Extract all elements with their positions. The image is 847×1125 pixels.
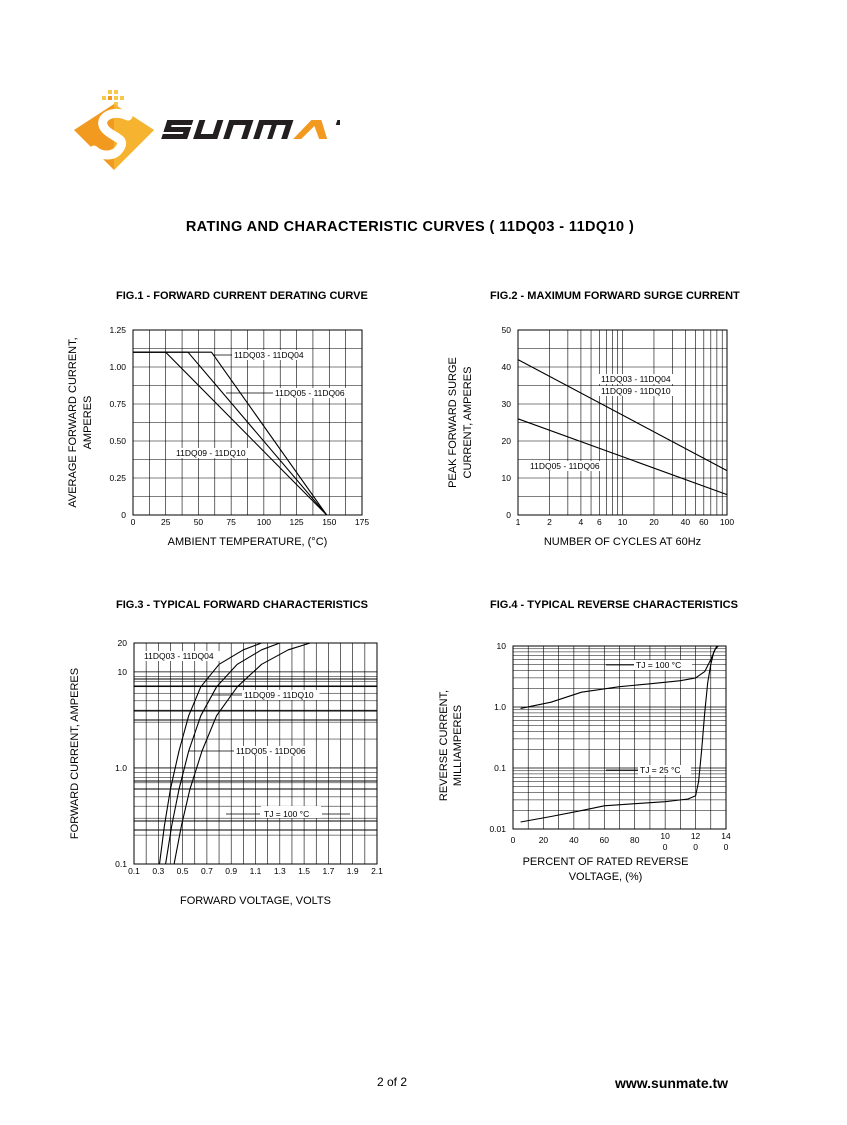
fig1-title: FIG.1 - FORWARD CURRENT DERATING CURVE <box>116 290 368 302</box>
fig3-series-label-3: 11DQ05 - 11DQ06 <box>236 746 306 756</box>
fig2-ytick-label: 20 <box>501 436 511 446</box>
fig1-xtick-label: 100 <box>256 517 271 527</box>
fig2-xtick-label: 40 <box>680 517 691 527</box>
fig4-ytick-label: 1.0 <box>494 702 506 712</box>
fig3-xlabel: FORWARD VOLTAGE, VOLTS <box>180 895 331 907</box>
fig4-ticks <box>489 641 731 852</box>
fig2-xtick-label: 20 <box>649 517 659 527</box>
fig3-ytick-label: 20 <box>117 638 127 648</box>
website-url: www.sunmate.tw <box>615 1075 729 1091</box>
fig1-ytick-label: 0.25 <box>109 473 126 483</box>
fig1-series-line-3 <box>133 352 327 515</box>
fig1-ylabel: AMPERES <box>82 395 94 450</box>
fig3-ytick-label: 1.0 <box>115 762 127 773</box>
fig4-xlabel: PERCENT OF RATED REVERSE <box>522 856 689 868</box>
fig3-xtick-label: 1.9 <box>346 866 359 876</box>
fig2-grid <box>518 330 727 515</box>
fig1-series-line-1 <box>133 352 327 515</box>
fig3-xtick-label: 1.7 <box>322 866 335 876</box>
fig1-xtick-label: 75 <box>226 517 236 527</box>
fig1-xtick-label: 50 <box>193 517 204 527</box>
fig1-ytick-label: 0 <box>121 510 126 520</box>
fig2-title: FIG.2 - MAXIMUM FORWARD SURGE CURRENT <box>490 290 740 302</box>
fig1-xtick-label: 175 <box>354 517 370 527</box>
fig2-xtick-label: 10 <box>617 517 628 527</box>
fig3-series-label-2: 11DQ09 - 11DQ10 <box>244 690 314 700</box>
fig3-xtick-label: 1.5 <box>298 866 311 876</box>
fig4-ylabel: REVERSE CURRENT, <box>438 689 450 802</box>
fig2-xtick-label: 4 <box>578 517 584 527</box>
fig4-xtick-label: 0 <box>723 842 729 852</box>
fig4-xlabel: VOLTAGE, (%) <box>568 871 643 883</box>
fig4-title: FIG.4 - TYPICAL REVERSE CHARACTERISTICS <box>490 599 738 611</box>
fig3-title: FIG.3 - TYPICAL FORWARD CHARACTERISTICS <box>116 599 368 611</box>
fig3-ytick-label: 10 <box>117 666 127 677</box>
fig2-ytick-label: 50 <box>501 325 511 335</box>
fig2-xlabel: NUMBER OF CYCLES AT 60Hz <box>543 536 702 548</box>
page-number: 2 of 2 <box>376 1075 408 1089</box>
fig1-ytick-label: 0.50 <box>109 436 126 446</box>
page-title: RATING AND CHARACTERISTIC CURVES ( 11DQ03 - 11DQ10 ) <box>185 219 635 235</box>
fig1-series-line-2 <box>133 352 327 515</box>
fig1-ytick-label: 0.75 <box>109 399 126 409</box>
fig3-xtick-label: 1.1 <box>249 866 262 876</box>
fig2-xtick-label: 60 <box>699 517 709 527</box>
fig1-ytick-label: 1.25 <box>109 325 126 335</box>
fig3-ylabel: FORWARD CURRENT, AMPERES <box>69 667 81 840</box>
fig4-grid <box>513 646 726 829</box>
fig2-series-label-1: 11DQ09 - 11DQ10 <box>601 386 671 396</box>
fig1-xtick-label: 150 <box>322 517 337 527</box>
fig2-ytick-label: 0 <box>506 510 511 520</box>
fig3-ytick-label: 0.1 <box>115 859 127 869</box>
fig2-ytick-label: 30 <box>501 399 511 409</box>
fig1-series-label-2: 11DQ05 - 11DQ06 <box>275 388 345 398</box>
fig4-xtick-label: 12 <box>690 831 701 841</box>
fig4-ylabel: MILLIAMPERES <box>452 704 464 787</box>
fig4-series-label-1: TJ = 100 °C <box>636 660 682 670</box>
fig2-xtick-label: 6 <box>596 517 602 527</box>
fig2-xtick-label: 100 <box>719 517 735 527</box>
fig4-series-line-2 <box>521 646 717 822</box>
fig2-ytick-label: 40 <box>501 362 511 372</box>
fig4-xtick-label: 20 <box>538 835 549 845</box>
fig3-series-label-1: 11DQ03 - 11DQ04 <box>144 651 214 661</box>
fig2-ylabel: CURRENT, AMPERES <box>462 366 474 479</box>
fig1-ylabel: AVERAGE FORWARD CURRENT, <box>67 337 79 508</box>
fig3-xtick-label: 0.3 <box>152 866 165 876</box>
fig3-xtick-label: 2.1 <box>371 866 383 876</box>
fig2-xtick-label: 1 <box>515 517 521 527</box>
fig1-series-label-1: 11DQ03 - 11DQ04 <box>234 350 304 360</box>
fig4-xtick-label: 0 <box>693 842 698 852</box>
fig3-xtick-label: 1.3 <box>273 866 286 876</box>
fig3-xtick-label: 0.9 <box>225 866 238 876</box>
fig1-xtick-label: 125 <box>289 517 304 527</box>
fig2-series-label-1: 11DQ03 - 11DQ04 <box>601 374 671 384</box>
fig4-ytick-label: 0.1 <box>494 763 506 773</box>
fig4-ytick-label: 0.01 <box>489 824 506 834</box>
fig3-annotation: TJ = 100 °C <box>264 809 310 819</box>
fig2-ylabel: PEAK FORWARD SURGE <box>447 357 459 488</box>
fig2-series-label-2: 11DQ05 - 11DQ06 <box>530 461 600 471</box>
fig4-ytick-label: 10 <box>496 641 506 651</box>
fig2-xtick-label: 2 <box>547 517 552 527</box>
fig1-ytick-label: 1.00 <box>109 362 126 372</box>
fig2-ytick-label: 10 <box>501 473 511 483</box>
fig3-xtick-label: 0.7 <box>200 866 213 876</box>
fig3-ticks <box>115 638 383 876</box>
fig4-xtick-label: 10 <box>660 831 670 841</box>
fig3-xtick-label: 0.1 <box>128 866 140 876</box>
fig3-xtick-label: 0.5 <box>176 866 189 876</box>
fig4-xtick-label: 14 <box>721 831 731 841</box>
fig1-xlabel: AMBIENT TEMPERATURE, (°C) <box>167 536 328 548</box>
fig1-xtick-label: 0 <box>130 517 136 527</box>
fig4-xtick-label: 0 <box>662 842 668 852</box>
fig1-series-label-3: 11DQ09 - 11DQ10 <box>176 448 246 458</box>
fig4-xtick-label: 60 <box>599 835 610 845</box>
fig4-xtick-label: 40 <box>569 835 579 845</box>
fig1-xtick-label: 25 <box>160 517 171 527</box>
fig4-xtick-label: 0 <box>510 835 516 845</box>
fig4-xtick-label: 80 <box>629 835 640 845</box>
fig4-series-label-2: TJ = 25 °C <box>640 765 681 775</box>
